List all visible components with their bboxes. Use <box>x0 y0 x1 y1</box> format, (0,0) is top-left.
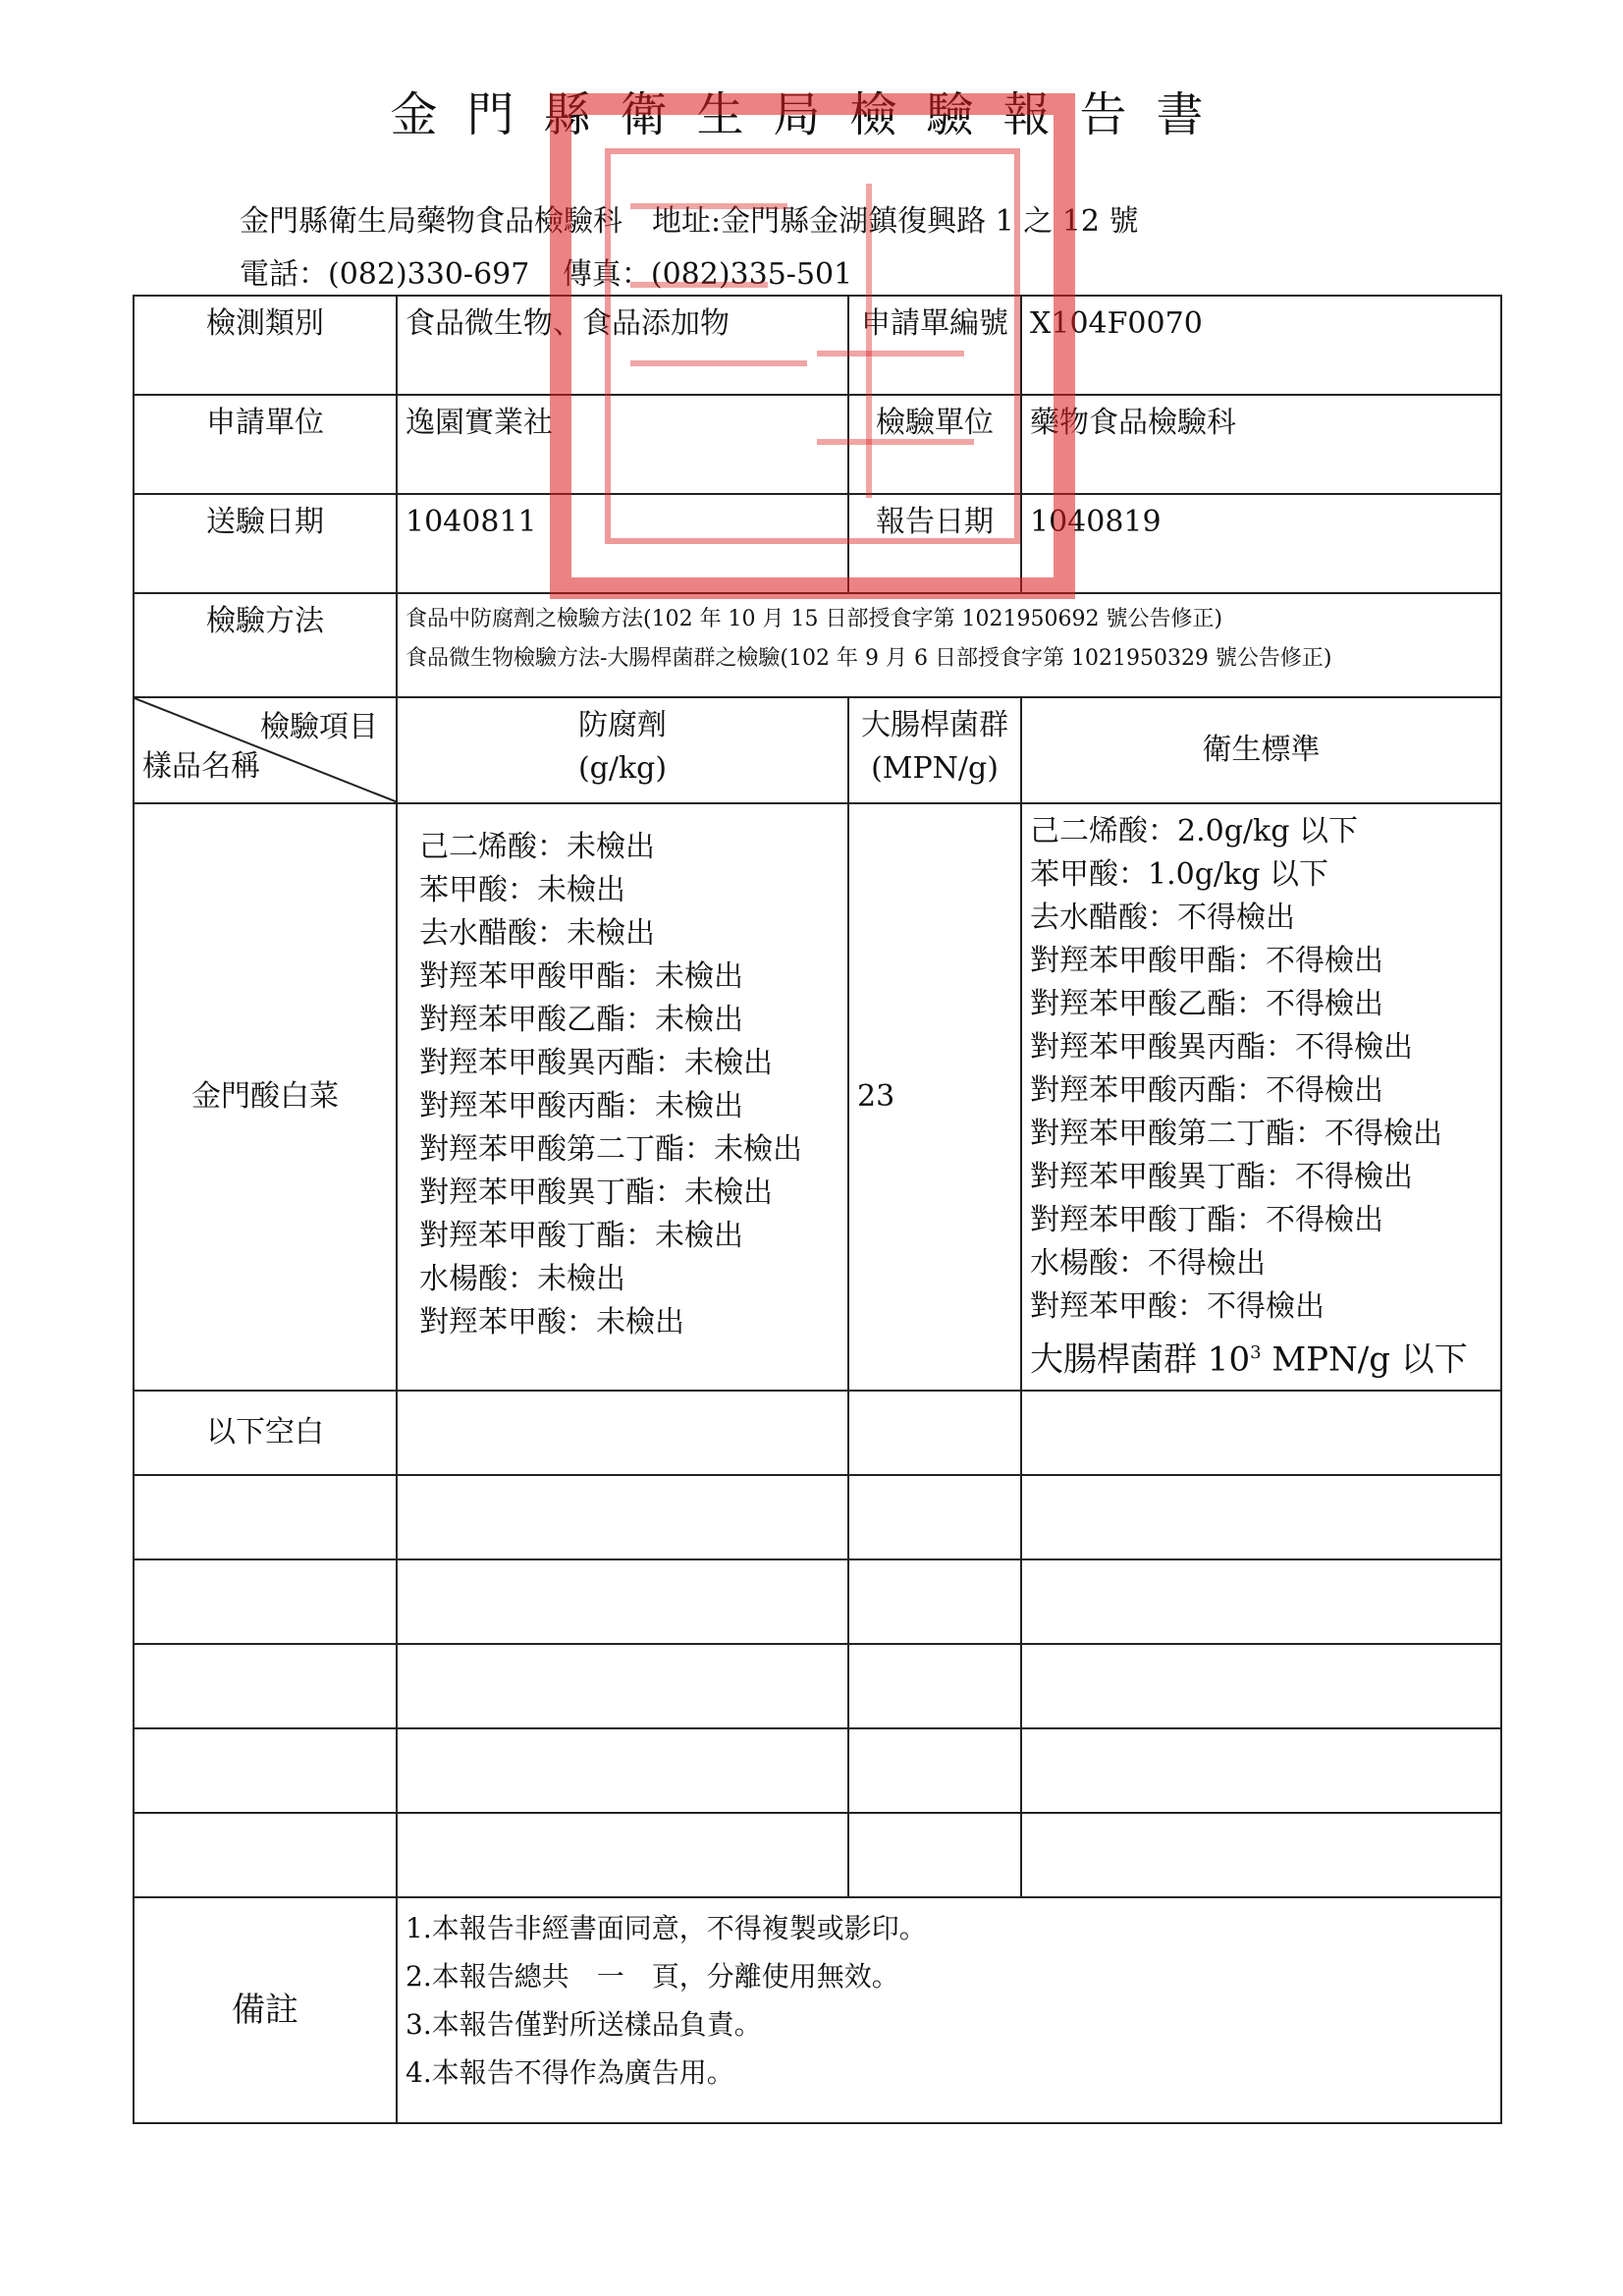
empty-cell <box>397 1559 848 1644</box>
diagonal-header-cell <box>134 697 397 803</box>
phone-number: 電話：(082)330-697 <box>240 257 530 292</box>
empty-cell <box>134 1728 397 1813</box>
standard-line: 苯甲酸：1.0g/kg 以下 <box>1030 857 1328 892</box>
empty-cell <box>1021 1475 1501 1559</box>
preservative-result-line: 對羥苯甲酸：未檢出 <box>419 1305 684 1339</box>
empty-cell <box>848 1644 1021 1728</box>
standard-line: 對羥苯甲酸乙酯：不得檢出 <box>1030 987 1383 1021</box>
standard-line: 去水醋酸：不得檢出 <box>1030 901 1295 935</box>
empty-cell <box>848 1391 1021 1475</box>
lab-label: 檢驗單位 <box>848 395 1021 494</box>
preservative-result-line: 對羥苯甲酸乙酯：未檢出 <box>419 1003 743 1037</box>
preservative-results <box>397 803 848 1391</box>
empty-cell <box>848 1559 1021 1644</box>
application-no-label: 申請單編號 <box>848 296 1021 395</box>
applicant-value: 逸園實業社 <box>397 395 848 494</box>
empty-cell <box>397 1391 848 1475</box>
empty-cell <box>134 1813 397 1897</box>
applicant-label: 申請單位 <box>134 395 397 494</box>
standard-line: 對羥苯甲酸異丙酯：不得檢出 <box>1030 1030 1413 1065</box>
empty-cell <box>397 1813 848 1897</box>
standard-line: 水楊酸：不得檢出 <box>1030 1246 1266 1281</box>
preservative-result-line: 去水醋酸：未檢出 <box>419 916 655 951</box>
fax-number: 傳真：(082)335-501 <box>562 257 853 292</box>
empty-cell <box>1021 1559 1501 1644</box>
remark-item: 1.本報告非經書面同意，不得複製或影印。 <box>406 1912 927 1945</box>
standard-line: 己二烯酸：2.0g/kg 以下 <box>1030 814 1358 848</box>
preservative-result-line: 對羥苯甲酸丙酯：未檢出 <box>419 1089 743 1123</box>
empty-cell <box>848 1475 1021 1559</box>
inspection-report-table <box>133 295 1502 2124</box>
agency-address-line: 金門縣衛生局藥物食品檢驗科 地址:金門縣金湖鎮復興路 1 之 12 號 <box>240 204 1139 239</box>
preservative-unit: (g/kg) <box>577 751 668 786</box>
empty-cell <box>397 1475 848 1559</box>
coliform-header <box>848 697 1021 803</box>
preservative-result-line: 對羥苯甲酸丁酯：未檢出 <box>419 1219 743 1253</box>
preservative-result-line: 己二烯酸：未檢出 <box>419 830 655 864</box>
coliform-unit: (MPN/g) <box>871 751 999 786</box>
empty-cell <box>134 1559 397 1644</box>
submit-date-label: 送驗日期 <box>134 494 397 593</box>
remarks-list <box>397 1897 1501 2123</box>
remark-item: 2.本報告總共 一 頁，分離使用無效。 <box>406 1960 899 1994</box>
empty-cell <box>1021 1391 1501 1475</box>
preservative-result-line: 水楊酸：未檢出 <box>419 1262 625 1296</box>
empty-cell <box>1021 1813 1501 1897</box>
standards-list <box>1030 810 1492 1329</box>
standard-line: 對羥苯甲酸丁酯：不得檢出 <box>1030 1203 1383 1237</box>
item-header-label: 檢驗項目 <box>260 710 378 744</box>
coliform-standard: 大腸桿菌群 $10^3$ MPN/g 以下 <box>1030 1339 1468 1380</box>
empty-cell <box>397 1644 848 1728</box>
preservative-result-line: 對羥苯甲酸異丙酯：未檢出 <box>419 1046 773 1080</box>
coliform-title: 大腸桿菌群 <box>861 708 1008 742</box>
method-coliform: 食品微生物檢驗方法-大腸桿菌群之檢驗(102 年 9 月 6 日部授食字第 1021950329 號公告修正) <box>406 646 1332 671</box>
preservative-title: 防腐劑 <box>578 708 667 742</box>
empty-cell <box>848 1813 1021 1897</box>
method-label: 檢驗方法 <box>134 593 397 697</box>
preservative-header <box>397 697 848 803</box>
test-category-label: 檢測類別 <box>134 296 397 395</box>
empty-cell <box>397 1728 848 1813</box>
lab-value: 藥物食品檢驗科 <box>1021 395 1501 494</box>
preservative-result-line: 對羥苯甲酸第二丁酯：未檢出 <box>419 1132 802 1167</box>
preservative-result-line: 苯甲酸：未檢出 <box>419 873 625 907</box>
standard-line: 對羥苯甲酸甲酯：不得檢出 <box>1030 944 1383 978</box>
report-title: 金門縣衛生局檢驗報告書 <box>390 87 1233 142</box>
submit-date-value: 1040811 <box>397 494 848 593</box>
standards-cell <box>1021 803 1501 1391</box>
standard-line: 對羥苯甲酸：不得檢出 <box>1030 1289 1325 1324</box>
report-date-value: 1040819 <box>1021 494 1501 593</box>
remark-item: 3.本報告僅對所送樣品負責。 <box>406 2008 762 2042</box>
empty-cell <box>134 1644 397 1728</box>
standard-line: 對羥苯甲酸丙酯：不得檢出 <box>1030 1073 1383 1108</box>
method-preservative: 食品中防腐劑之檢驗方法(102 年 10 月 15 日部授食字第 1021950692 號公告修正) <box>406 607 1223 631</box>
remarks-label: 備註 <box>134 1897 397 2123</box>
test-category-value: 食品微生物、食品添加物 <box>397 296 848 395</box>
empty-cell <box>848 1728 1021 1813</box>
method-cell <box>397 593 1501 697</box>
report-date-label: 報告日期 <box>848 494 1021 593</box>
preservative-result-line: 對羥苯甲酸甲酯：未檢出 <box>419 959 743 994</box>
sample-name: 金門酸白菜 <box>134 803 397 1391</box>
blank-marker: 以下空白 <box>134 1391 397 1475</box>
empty-cell <box>134 1475 397 1559</box>
empty-cell <box>1021 1644 1501 1728</box>
coliform-result: 23 <box>848 803 1021 1391</box>
preservative-result-line: 對羥苯甲酸異丁酯：未檢出 <box>419 1175 773 1210</box>
remark-item: 4.本報告不得作為廣告用。 <box>406 2056 734 2090</box>
standard-line: 對羥苯甲酸第二丁酯：不得檢出 <box>1030 1117 1442 1151</box>
empty-cell <box>1021 1728 1501 1813</box>
application-no-value: X104F0070 <box>1021 296 1501 395</box>
standard-header: 衛生標準 <box>1021 697 1501 803</box>
sample-header-label: 樣品名稱 <box>142 749 260 784</box>
contact-line <box>240 249 876 293</box>
standard-line: 對羥苯甲酸異丁酯：不得檢出 <box>1030 1160 1413 1194</box>
